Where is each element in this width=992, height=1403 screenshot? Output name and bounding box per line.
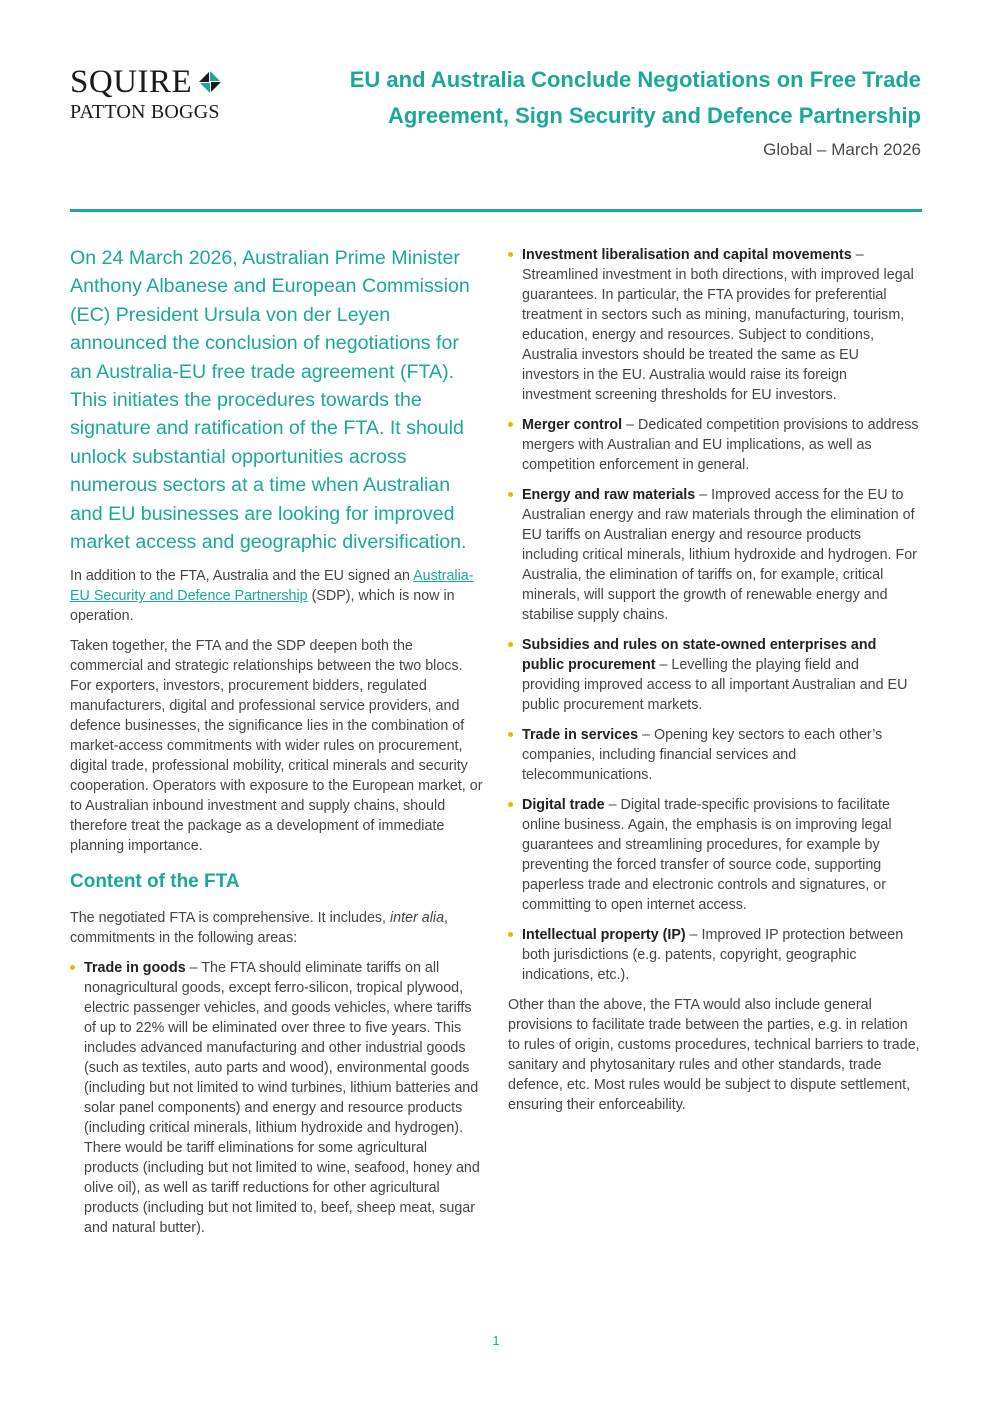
header-divider bbox=[70, 209, 922, 212]
page-number: 1 bbox=[492, 1333, 500, 1348]
intro-italic: inter alia bbox=[390, 910, 445, 927]
left-column bbox=[70, 244, 484, 1248]
significance-paragraph: Taken together, the FTA and the SDP deepen both the commercial and strategic relationships between the two blocs. For exporters, investors, procurement bidders, regulated manufacturers, digital and professional service providers, and defence businesses, the significance lies in the combination of market-access commitments with wider rules on procurement, digital trade, professional mobility, critical minerals and security cooperation. Operators with exposure to the European market, or to Australian inbound investment and supply chains, should therefore treat the package as a development of immediate planning importance. bbox=[70, 638, 483, 855]
bullet-icon bbox=[508, 732, 513, 737]
bullet-text: – The FTA should eliminate tariffs on all nonagricultural goods, except ferro-silicon, tropical plywood, electric passenger vehicles, and goods vehicles, where tariffs of up to 22% will be eliminated over three to five years. This includes advanced manufacturing and other industrial goods (such as textiles, auto parts and wood), environmental goods (including but not limited to wind turbines, lithium batteries and solar panel components) and energy and resource products (including critical minerals, lithium hydroxide and hydrogen). There would be tariff eliminations for some agricultural products (including but not limited to wine, seafood, honey and olive oil), as well as tariff reductions for other agricultural products (including but not limited to, beef, sheep meat, sugar and natural butter). bbox=[84, 960, 480, 1237]
bullet-title: Trade in services bbox=[522, 727, 639, 743]
right-column bbox=[508, 245, 920, 1125]
bullet-icon bbox=[508, 932, 513, 937]
list-item bbox=[508, 925, 920, 985]
fta-areas-list-left bbox=[70, 958, 484, 1238]
list-item bbox=[508, 485, 920, 625]
bullet-title: Energy and raw materials bbox=[522, 487, 696, 503]
bullet-text: – Dedicated competition provisions to address mergers with Australian and EU implications, as well as competition enforcement in general. bbox=[522, 417, 919, 473]
list-item bbox=[508, 245, 920, 405]
sdp-text-after: (SDP), which is now in operation. bbox=[70, 588, 455, 625]
logo-mark-icon bbox=[196, 68, 224, 96]
section-heading: Content of the FTA bbox=[70, 871, 240, 893]
intro-paragraph bbox=[70, 908, 484, 948]
bullet-icon bbox=[508, 642, 513, 647]
bullet-text: – Digital trade-specific provisions to facilitate online business. Again, the emphasis is on improving legal guarantees and streamlining procedures, for example by preventing the forced transfer of source code, supporting paperless trade and electronic controls and signatures, or committing to open internet access. bbox=[522, 797, 892, 913]
bullet-icon bbox=[70, 965, 75, 970]
bullet-text: – Streamlined investment in both directions, with improved legal guarantees. In particular, the FTA provides for preferential treatment in sectors such as mining, manufacturing, tourism, education, energy and resources. Subject to conditions, Australia investors should be treated the same as EU investors in the EU. Australia would raise its foreign investment screening thresholds for EU investors. bbox=[522, 247, 914, 403]
bullet-title: Subsidies and rules on state-owned enterprises and public procurement bbox=[522, 637, 877, 673]
bullet-text: – Improved IP protection between both jurisdictions (e.g. patents, copyright, geographic indications, etc.). bbox=[522, 927, 904, 983]
fta-areas-list-right bbox=[508, 245, 920, 985]
lead-paragraph: On 24 March 2026, Australian Prime Minister Anthony Albanese and European Commission (EC) President Ursula von der Leyen announced the conclusion of negotiations for an Australia-EU free trade agreement (FTA). This initiates the procedures towards the signature and ratification of the FTA. It should unlock substantial opportunities across numerous sectors at a time when Australian and EU businesses are looking for improved market access and geographic diversification. bbox=[70, 247, 470, 554]
bullet-title: Intellectual property (IP) bbox=[522, 927, 686, 943]
logo-wordmark-top bbox=[70, 66, 250, 98]
bullet-text: – Improved access for the EU to Australian energy and raw materials through the elimination of EU tariffs on Australian energy and resource products including critical minerals, lithium hydroxide and hydrogen. For Australia, the elimination of tariffs on, for example, critical minerals, will support the growth of renewable energy and stabilise supply chains. bbox=[522, 487, 917, 623]
bullet-text: – Opening key sectors to each other’s companies, including financial services and telecommunications. bbox=[522, 727, 883, 783]
bullet-title: Investment liberalisation and capital movements bbox=[522, 247, 852, 263]
date-line: Global – March 2026 bbox=[763, 140, 921, 159]
bullet-icon bbox=[508, 802, 513, 807]
list-item bbox=[508, 725, 920, 785]
bullet-title: Digital trade bbox=[522, 797, 605, 813]
document-title: EU and Australia Conclude Negotiations on Free Trade Agreement, Sign Security and Defence Partnership bbox=[349, 67, 921, 128]
bullet-icon bbox=[508, 492, 513, 497]
bullet-icon bbox=[508, 422, 513, 427]
list-item bbox=[508, 635, 920, 715]
bullet-icon bbox=[508, 252, 513, 257]
company-logo bbox=[70, 66, 250, 124]
logo-wordmark-bottom: PATTON BOGGS bbox=[70, 101, 220, 123]
list-item bbox=[70, 958, 484, 1238]
sdp-link[interactable]: Australia-EU Security and Defence Partnership bbox=[70, 568, 474, 605]
list-item bbox=[508, 415, 920, 475]
list-item bbox=[508, 795, 920, 915]
bullet-text: – Levelling the playing field and providing improved access to all important Australian and EU public procurement markets. bbox=[522, 657, 908, 713]
bullet-title: Merger control bbox=[522, 417, 623, 433]
logo-squire-text: SQUIRE bbox=[70, 64, 193, 100]
sdp-paragraph bbox=[70, 566, 484, 626]
intro-text-before: The negotiated FTA is comprehensive. It includes, bbox=[70, 910, 390, 927]
closing-paragraph: Other than the above, the FTA would also include general provisions to facilitate trade between the parties, e.g. in relation to rules of origin, customs procedures, technical barriers to trade, sanitary and phytosanitary rules and other standards, trade defence, etc. Most rules would be subject to dispute settlement, ensuring their enforceability. bbox=[508, 997, 920, 1113]
bullet-title: Trade in goods bbox=[84, 960, 186, 977]
sdp-text-before: In addition to the FTA, Australia and the EU signed an bbox=[70, 568, 414, 585]
intro-text-after: , commitments in the following areas: bbox=[70, 910, 449, 947]
